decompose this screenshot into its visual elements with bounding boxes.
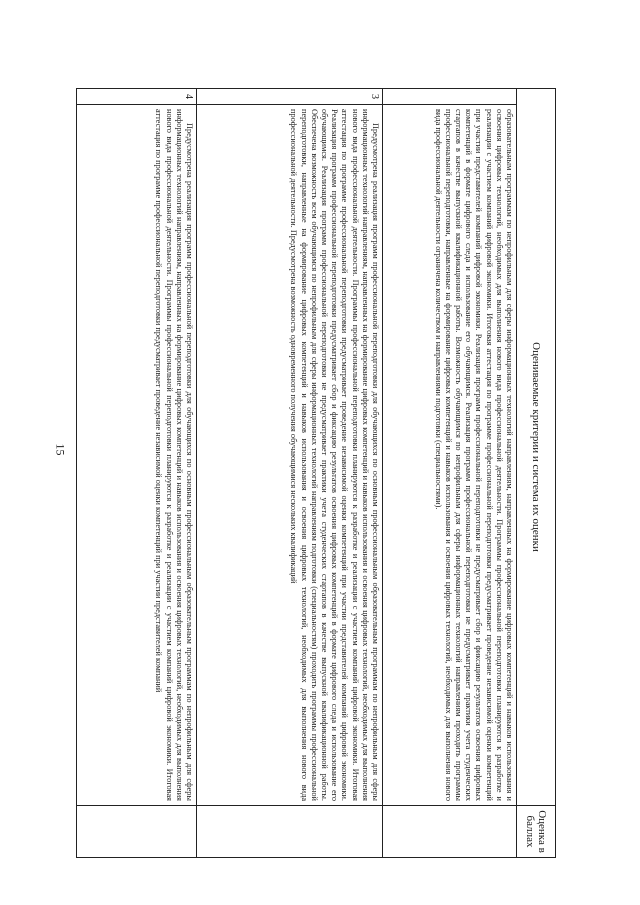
table-row: [197, 89, 383, 858]
criteria-header: Оцениваемые критерии и система их оценки: [517, 89, 556, 806]
score-header: Оценка в баллах: [517, 806, 556, 858]
score-cell: [77, 806, 197, 858]
row-number: [383, 89, 517, 105]
table-row: [77, 89, 197, 858]
table-row: [383, 89, 517, 858]
table-header-row: [517, 89, 556, 858]
criterion-text: Предусмотрена реализация программ профессиональной переподготовки для обучающихся по основным профессиональным образовательным программам по непрофильным для сферы информационных технологий направлениям, направленных на формирование цифровых компетенций и навыков использования и освоения цифровых технологий, необходимых для выполнения нового вида профессиональной деятельности. Программы профессиональной переподготовки планируются к разработке и реализации с участием компаний цифровой экономики. Итоговая аттестация по программе профессиональной переподготовки предусматривает проведение независимой оценки компетенций при участии представителей компаний цифровой экономики. Реализация программ профессиональной переподготовки предусматривает сбор и фиксацию результатов освоения цифровых компетенций в формате цифрового следа и использование его обучающимся. Реализация программ профессиональной переподготовки не предусматривает практики учета студенческих стартапов в качестве выпускной квалификационной работы. Обеспечена возможность всем обучающимся по непрофильным для сферы информационных технологий направлениям подготовки (специальностям) проходить программы профессиональной переподготовки, направленные на формирование цифровых компетенций и навыков использования и освоения цифровых технологий, необходимых для выполнения нового вида профессиональной деятельности. Предусмотрена возможность одновременного получения обучающимися нескольких квалификаций: [289, 109, 380, 801]
criterion-text-cell: [197, 105, 383, 806]
criteria-table: [76, 88, 556, 858]
criterion-text: образовательным программам по непрофильным для сферы информационных технологий направлениям, направленных на формирование цифровых компетенций и навыков использования и освоения цифровых технологий, необходимых для выполнения нового вида профессиональной деятельности. Программы профессиональной переподготовки планируются к разработке и реализации с участием компаний цифровой экономики. Итоговая аттестация по программе профессиональной переподготовки предусматривает проведение независимой оценки компетенций при участии представителей компаний цифровой экономики. Реализация программ профессиональной переподготовки не предусматривает сбор и фиксацию результатов освоения цифровых компетенций в формате цифрового следа и использование его обучающимся. Реализация программ профессиональной переподготовки не предусматривает практики учета студенческих стартапов в качестве выпускной квалификационной работы. Возможность обучающимся по непрофильным для сферы информационных технологий направлениям проходить программы профессиональной переподготовки, направленные на формирование цифровых компетенций и навыков использования и освоения цифровых технологий, необходимых для выполнения нового вида профессиональной деятельности ограничена количеством и направлениями подготовки (специальностями).: [433, 109, 514, 801]
score-cell: [383, 806, 517, 858]
rotated-page-content: [76, 88, 556, 858]
criterion-text-cell: [383, 105, 517, 806]
row-number: 3: [197, 89, 383, 105]
criterion-text: Предусмотрена реализация программ профессиональной переподготовки для обучающихся по основным профессиональным образовательным программам по непрофильным для сферы информационных технологий направлениям, направленных на формирование цифровых компетенций и навыков использования и освоения цифровых технологий, необходимых для выполнения нового вида профессиональной деятельности. Программы профессиональной переподготовки планируются к разработке и реализации с участием компаний цифровой экономики. Итоговая аттестация по программе профессиональной переподготовки предусматривает проведение независимой оценки компетенций при участии представителей компаний: [154, 109, 194, 801]
row-number: 4: [77, 89, 197, 105]
page-number: 15: [53, 443, 68, 456]
score-cell: [197, 806, 383, 858]
criterion-text-cell: [77, 105, 197, 806]
